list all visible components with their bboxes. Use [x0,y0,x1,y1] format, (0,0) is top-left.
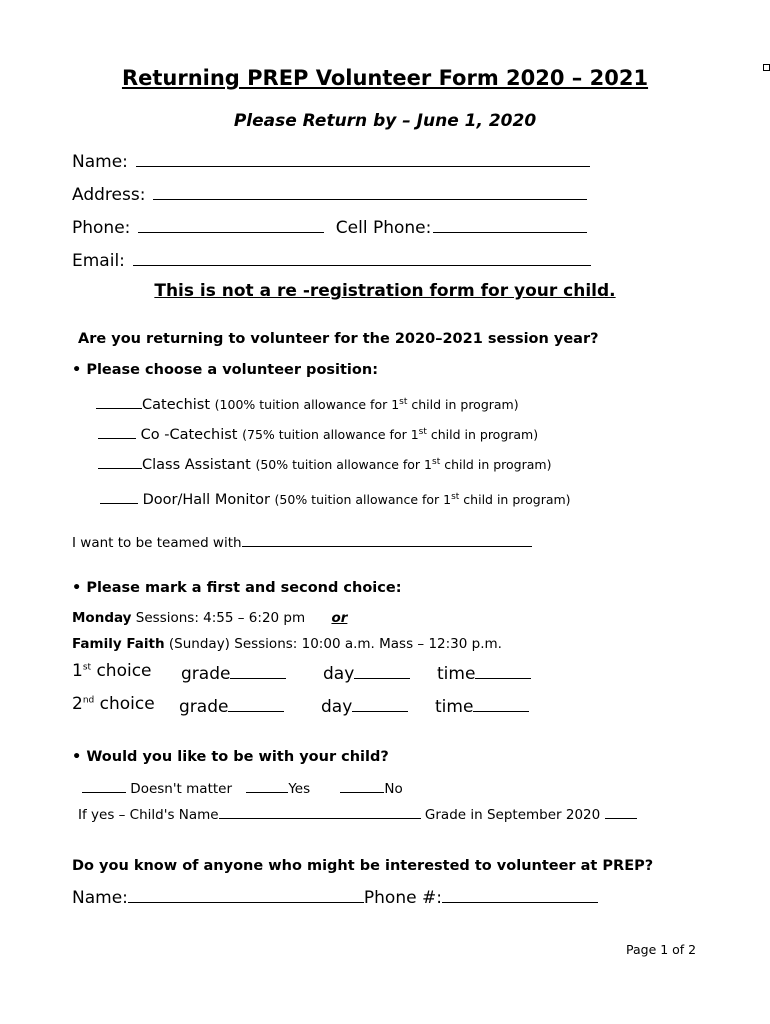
teamed-with-field[interactable] [242,533,532,547]
day-label: day [323,664,355,684]
first-time [437,661,531,684]
first-choice-sup: st [82,662,92,673]
return-deadline: Please Return by – June 1, 2020 [233,111,537,131]
class-assistant-blank[interactable] [98,455,142,469]
door-monitor-blank[interactable] [100,490,138,504]
second-choice-row [72,694,155,714]
referral-phone-label: Phone #: [363,888,442,908]
allowance-sup: st [399,396,408,407]
position-door-hall-monitor [100,490,571,508]
grade-september-label: Grade in September 2020 [424,807,601,823]
teamed-with-label: I want to be teamed with [72,535,242,551]
cell-phone-field[interactable] [433,214,587,233]
email-label: Email: [72,251,125,271]
no-label: No [384,781,403,797]
referral-question: Do you know of anyone who might be interested to volunteer at PREP? [72,858,654,874]
allowance-sup: st [451,491,460,502]
or-text: or [331,610,348,626]
position-label: Co -Catechist [140,427,238,443]
allowance-text: (75% tuition allowance for 1 [242,427,419,442]
time-label: time [435,697,474,717]
choice-heading: • Please mark a first and second choice: [72,580,402,596]
position-catechist [96,395,519,413]
position-class-assistant [98,455,551,473]
child-question: • Would you like to be with your child? [72,749,389,765]
child-name-field[interactable] [219,805,421,819]
time-label: time [437,664,476,684]
doesnt-matter-label: Doesn't matter [130,781,233,797]
family-faith-label: Family Faith [72,636,165,652]
family-faith-sessions [72,636,502,652]
not-registration-notice: This is not a re -registration form for your child. [154,281,616,301]
name-row [72,148,590,172]
grade-label: grade [179,697,229,717]
second-grade-field[interactable] [228,694,284,712]
page-number: Page 1 of 2 [626,942,697,957]
allowance-suffix: child in program) [440,457,552,472]
child-name-row [78,805,637,823]
phone-field[interactable] [138,214,324,233]
referral-row [72,885,598,908]
family-faith-times: (Sunday) Sessions: 10:00 a.m. Mass – 12:30 p.m. [168,636,502,652]
allowance-text: (50% tuition allowance for 1 [274,492,452,507]
allowance-sup: st [432,456,441,467]
monday-sessions [72,610,347,626]
no-blank[interactable] [340,779,384,793]
first-time-field[interactable] [475,661,531,679]
referral-name-field[interactable] [128,885,364,903]
position-label: Catechist [142,397,211,413]
second-choice-sup: nd [82,695,95,706]
allowance-text: (50% tuition allowance for 1 [255,457,432,472]
address-row [72,181,587,205]
monday-times: Sessions: 4:55 – 6:20 pm [135,610,306,626]
teamed-with-row [72,533,532,551]
first-choice-number: 1 [72,661,83,681]
second-grade [179,694,284,717]
phone-row [72,214,587,238]
second-day [321,694,408,717]
catechist-blank[interactable] [96,395,142,409]
email-row [72,247,591,271]
first-grade [181,661,286,684]
choice-word: choice [96,661,152,681]
grade-september-field[interactable] [605,805,637,819]
second-time [435,694,529,717]
allowance-suffix: child in program) [426,427,539,442]
child-name-label: If yes – Child's Name [78,807,219,823]
returning-question: Are you returning to volunteer for the 2020–2021 session year? [78,331,599,347]
choice-word: choice [99,694,155,714]
address-label: Address: [72,185,146,205]
first-grade-field[interactable] [230,661,286,679]
yes-label: Yes [288,781,311,797]
form-title: Returning PREP Volunteer Form 2020 – 2021 [121,66,649,90]
allowance-suffix: child in program) [407,397,519,412]
allowance-suffix: child in program) [459,492,571,507]
email-field[interactable] [133,247,591,266]
day-label: day [321,697,353,717]
first-day [323,661,410,684]
co-catechist-blank[interactable] [98,425,136,439]
second-day-field[interactable] [352,694,408,712]
phone-label: Phone: [72,218,131,238]
position-co-catechist [98,425,538,443]
yes-blank[interactable] [246,779,288,793]
referral-phone-field[interactable] [442,885,598,903]
name-field[interactable] [136,148,590,167]
referral-name-label: Name: [72,888,128,908]
grade-label: grade [181,664,231,684]
position-label: Class Assistant [142,457,251,473]
doesnt-matter-blank[interactable] [82,779,126,793]
second-time-field[interactable] [473,694,529,712]
second-choice-number: 2 [72,694,83,714]
allowance-sup: st [418,426,427,437]
position-label: Door/Hall Monitor [142,492,270,508]
name-label: Name: [72,152,128,172]
first-choice-row [72,661,152,681]
child-options [82,779,403,797]
monday-label: Monday [72,610,132,626]
allowance-text: (100% tuition allowance for 1 [214,397,400,412]
address-field[interactable] [153,181,587,200]
cell-phone-label: Cell Phone: [335,218,432,238]
position-heading: • Please choose a volunteer position: [72,362,378,378]
first-day-field[interactable] [354,661,410,679]
